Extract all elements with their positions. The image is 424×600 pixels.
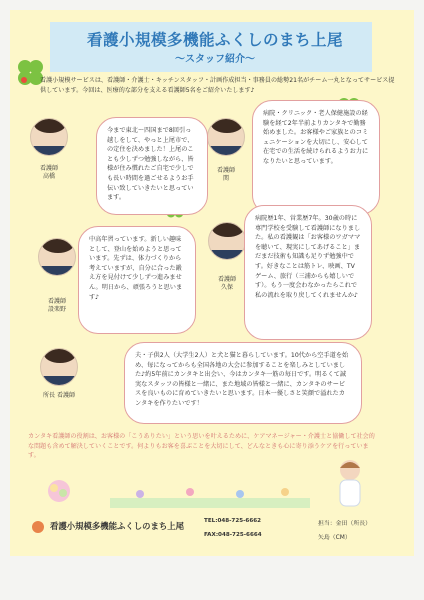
flower-illustration	[40, 476, 78, 506]
staff-message: 中高年習っています。新しい趣味として、登山を始めようと思っています。先ずは、体力づくりから考えていますが、自分に合った鍛え方を見付けて少しずつ進みません。明日から、頑張ろうと思います♪	[78, 226, 196, 334]
role-note: カンタキ看護師の役割は、お客様の「こうありたい」という思いを叶えるために、ケアマネージャー・介護士と協働して社会的な問題も含めて解決していくことです。何よりもお客を喜ぶことを大切にして、どんなときも心に寄り添うケアを行っています。	[28, 433, 375, 460]
staff-photo	[30, 118, 68, 156]
staff-caption: 看護師 高橋	[39, 165, 58, 180]
page-subtitle: 〜スタッフ紹介〜	[175, 54, 255, 65]
staff-message: 病院・クリニック・老人保健施設の経験を経て2年半前よりカンタキで勤務始めました。お客様やご家族とのコミュニケーションを大切にし、安心して在宅での生活を続けられるようお力になりたいと思っています。	[252, 100, 380, 215]
staff-caption: 所長 看護師	[43, 392, 75, 399]
staff-photo	[207, 118, 245, 156]
staff-photo	[208, 222, 246, 260]
staff-photo	[40, 348, 78, 386]
staff-caption: 看護師 久保	[217, 276, 236, 291]
footer-tel: TEL:048-725-6662	[204, 518, 262, 524]
staff-message: 夫・子供2人（大学生2人）と犬と猫と暮らしています。10代から空手道を始め、毎になってからも全国各地の大会に参加することを楽しみとしていました♪約5年前にカンタキと出会い、今はカンタキ一筋の毎日です。明るくて誠実なスタッフの皆様と一緒に、また地域の皆様と一緒に、カンタキのサービスを良いものに育めていきたいと思います。日本一優しさと笑顔で溢れたカンタキを作りたいです！	[124, 342, 362, 424]
intro-text: 看護小規模サービスは、看護師・介護士・キッチンスタッフ・計画作成担当・事務員の総勢21名がチーム一丸となってサービス提供しています。今回は、医療的な部分を支える看護師5名をご紹介いたします♪	[40, 77, 395, 94]
footer-contact-person: 矢島（CM）	[318, 535, 351, 541]
footer-contact-person: 担当：金田（所長）	[318, 521, 372, 527]
staff-message: 病院歴1年、営業歴7年。30歳の時に専門学校を受験して看護師になりました。私の看護観は「お客様のワガママを聴いて、現実にしてあげること」まだまだ技術も知識も足りず勉強中です。好きなことは筋トレ、映画、TVゲーム、旅行（三浦からも嬉しいです）。もう一度会わなかったらこれで私の流れを取り戻してくれませんか♪	[244, 205, 372, 340]
staff-photo	[38, 238, 76, 276]
page-title: 看護小規模多機能ふくしのまち上尾	[86, 31, 343, 49]
footer-fax: FAX:048-725-6664	[204, 532, 262, 538]
footer-facility-name: 看護小規模多機能ふくしのまち上尾	[50, 521, 184, 531]
staff-message: 今まで東北〜四国まで8回引っ越しをして、やっと上尾市で、の定住を決めました！上尾のことも少しずつ勉強しながら、皆様が住み慣れたご自宅で少しでも長い時間を過ごせるようお手伝い致していきたいと思っています。	[96, 117, 208, 215]
staff-caption: 看護師 設楽野	[47, 298, 66, 313]
facility-logo-icon	[32, 521, 44, 533]
grass-illustration	[110, 480, 310, 508]
staff-caption: 看護師 関	[216, 167, 235, 182]
nurse-illustration	[330, 456, 370, 512]
